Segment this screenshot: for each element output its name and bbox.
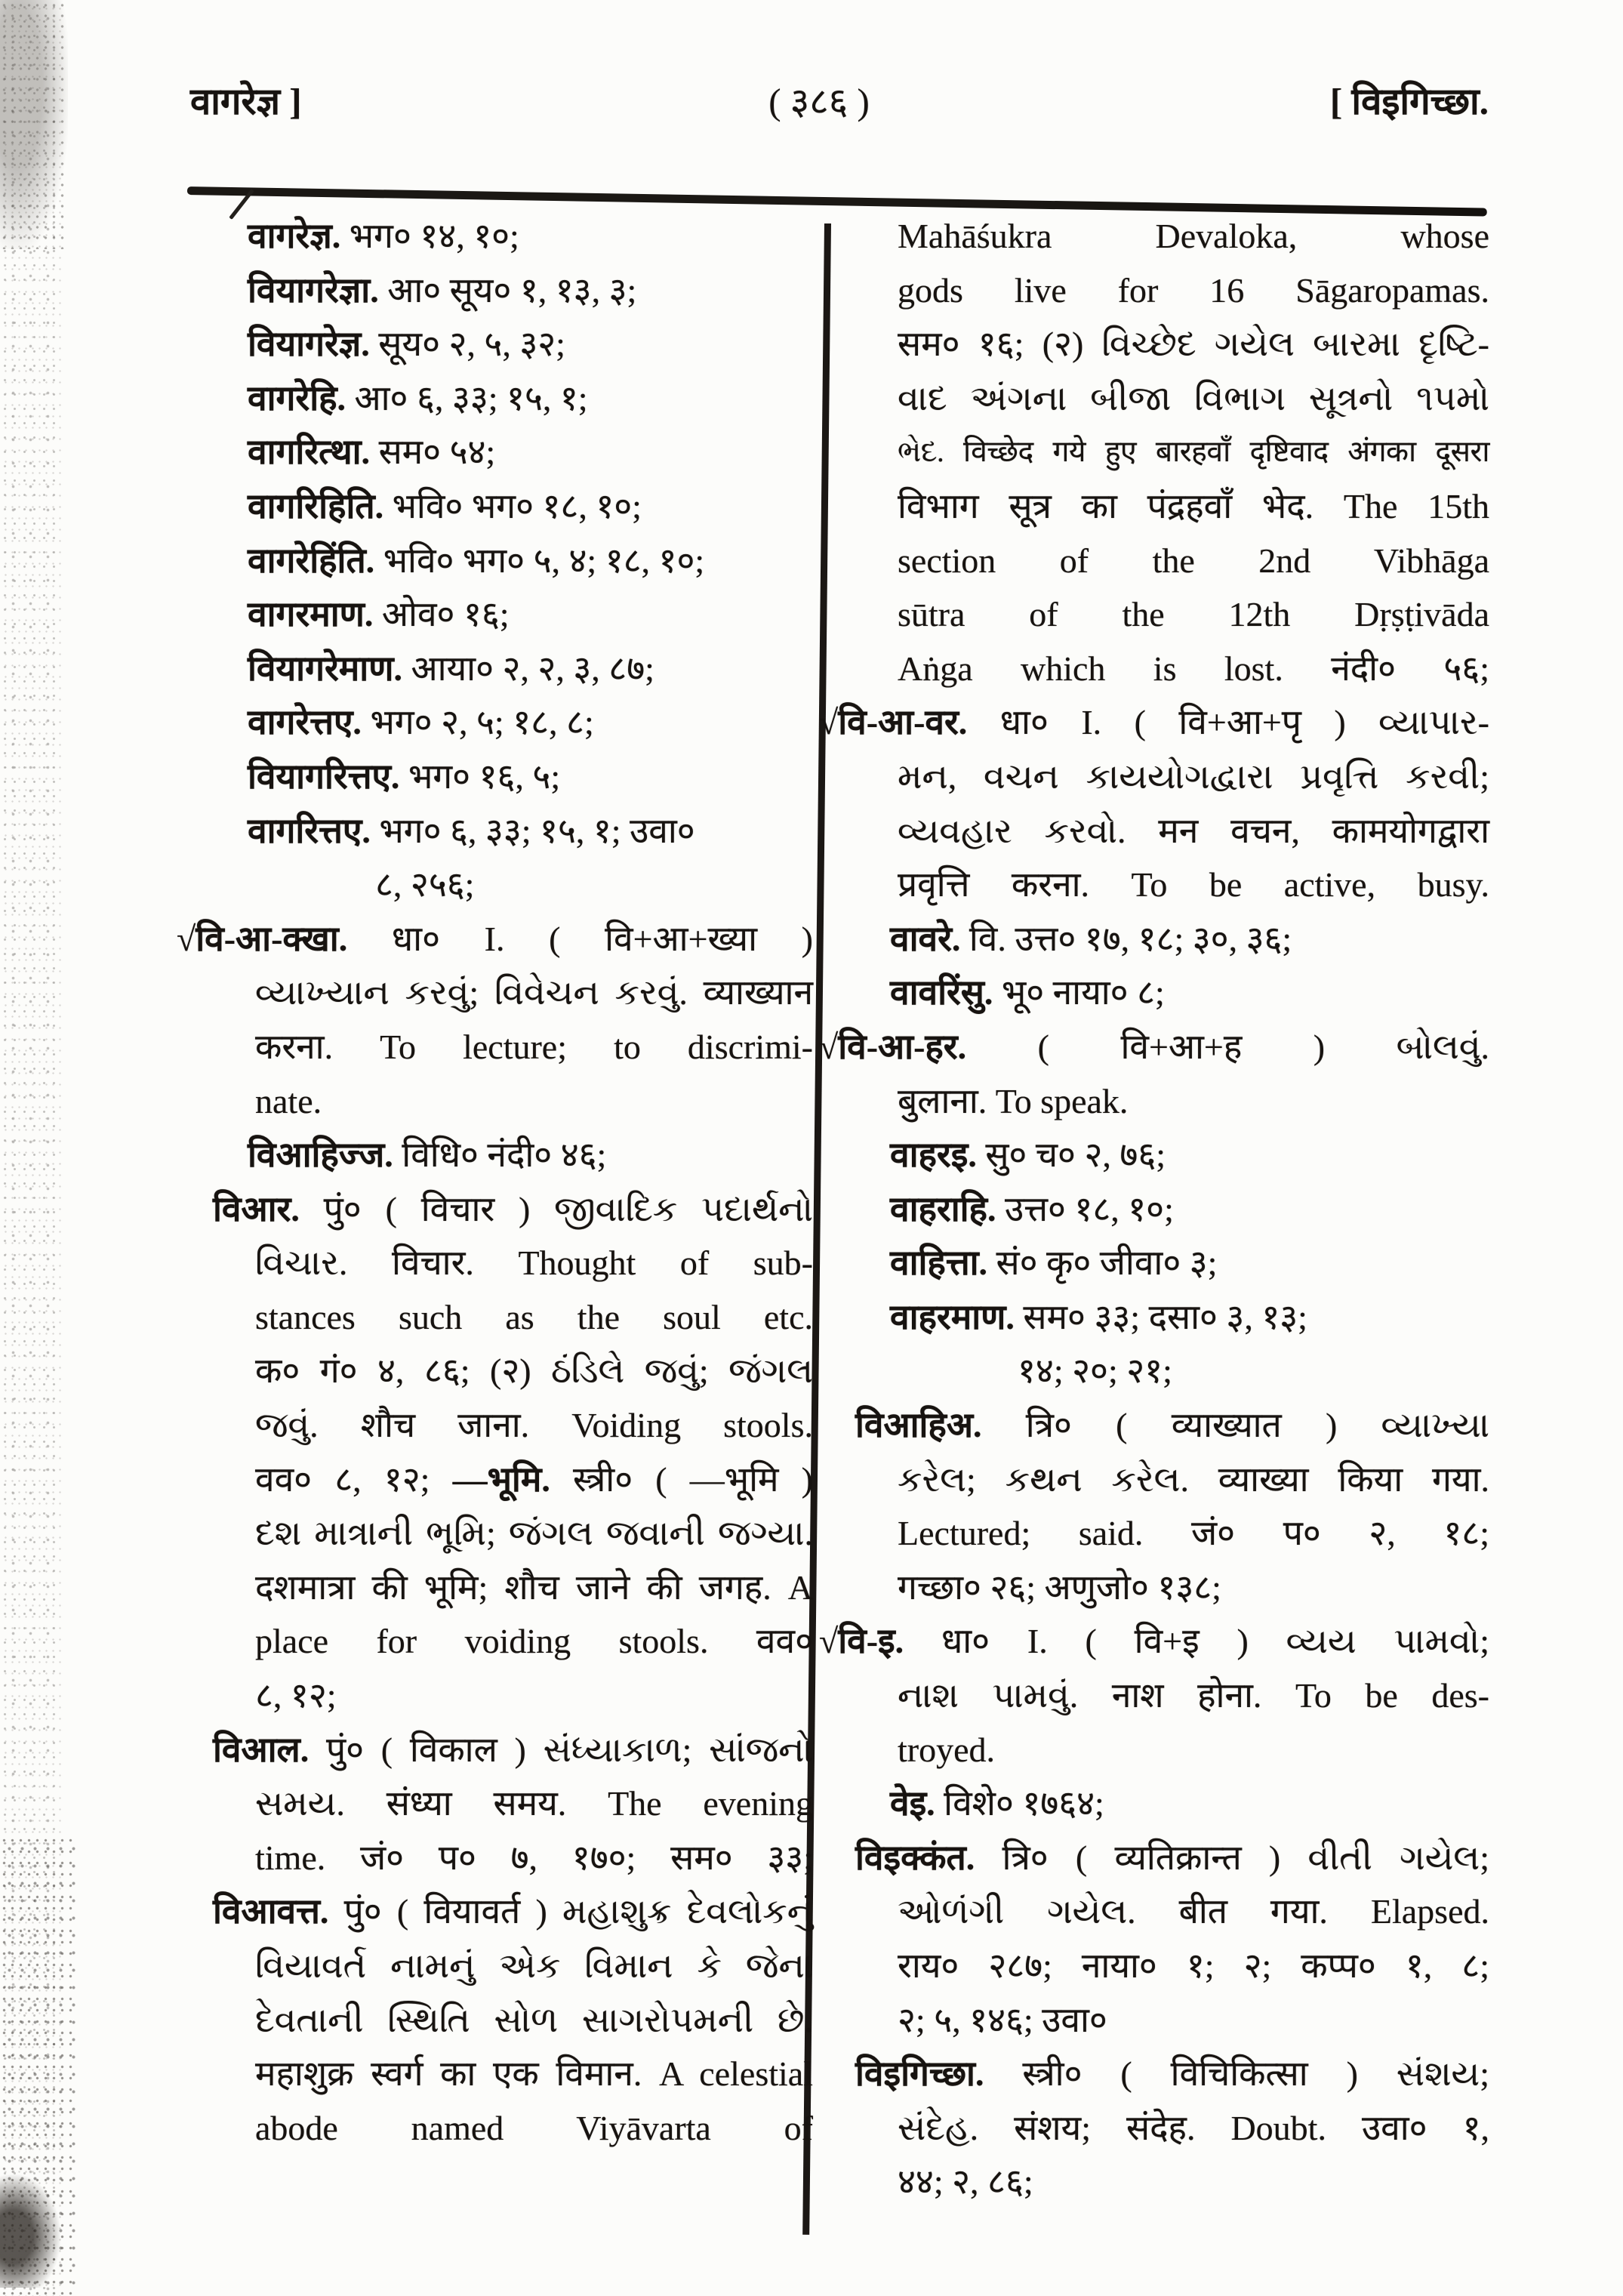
- entry-text: धा० I. ( वि+आ+पृ ) વ્યાપાર-: [967, 703, 1489, 742]
- headword-text: √वि-आ-वर.: [819, 703, 968, 742]
- text-line: [855, 371, 1489, 426]
- entry-text: आया० २, २, ३, ८७;: [402, 649, 654, 688]
- entry-text: स्त्री० ( विचिकित्सा ) સંશય;: [984, 2054, 1489, 2094]
- entry-text: નાશ પામવું. नाश होना. To be des-: [898, 1676, 1489, 1715]
- text-line: [213, 264, 813, 318]
- entry-text: गच्छा० २६; अणुजो० १३८;: [898, 1567, 1221, 1607]
- text-line: [819, 1614, 1489, 1669]
- entry-text: सम० ५४;: [370, 433, 496, 472]
- entry-text: ઓળંગી ગયેલ. बीत गया. Elapsed.: [898, 1892, 1489, 1931]
- headword-text: विइक्कंत.: [855, 1838, 975, 1877]
- text-line: [213, 1074, 813, 1129]
- headword-text: वाहरइ.: [890, 1136, 977, 1175]
- text-line: [855, 1398, 1489, 1453]
- text-line: [213, 1561, 813, 1615]
- entry-text: पुं० ( वियावर्त ) મહાશુક્ર દેવલોકનું: [328, 1892, 813, 1931]
- text-line: [855, 1831, 1489, 1885]
- headword-text: वागरेज्ञ.: [248, 217, 341, 255]
- headword-text: विआवत्त.: [213, 1892, 329, 1931]
- entry-text: बुलाना. To speak.: [898, 1081, 1129, 1120]
- text-line: [213, 642, 813, 696]
- headword-text: वेइ.: [890, 1784, 935, 1823]
- entry-text: વ્યાખ્યાન કરવું; વિવેચન કરવું. व्याख्यान: [255, 973, 813, 1012]
- scan-corner-noise-bottom: [0, 1835, 75, 2296]
- text-line: [213, 966, 813, 1020]
- text-line: [213, 1182, 813, 1237]
- text-line: [855, 2101, 1489, 2156]
- text-line: [213, 1885, 813, 1939]
- text-line: [855, 1344, 1489, 1398]
- headword-text: √वि-आ-क्खा.: [177, 919, 348, 958]
- text-line: [855, 1939, 1489, 1993]
- text-line: [855, 479, 1489, 534]
- text-line: [855, 317, 1489, 371]
- entry-text: भग० १६, ५;: [399, 757, 561, 796]
- text-line: [213, 1831, 813, 1885]
- entry-text: महाशुक्र स्वर्ग का एक विमान. A celestial: [255, 2054, 813, 2094]
- text-line: [855, 2155, 1489, 2209]
- text-line: [213, 209, 813, 264]
- entry-text: જવું. शौच जाना. Voiding stools.: [255, 1406, 813, 1445]
- headword-text: √वि-आ-हर.: [819, 1027, 967, 1066]
- text-line: [213, 1614, 813, 1669]
- text-line: [855, 1723, 1489, 1777]
- text-line: [213, 1453, 813, 1507]
- text-line: [855, 1885, 1489, 1939]
- entry-text: ભેદ. विच्छेद गये हुए बारहवाँ दृष्टिवाद अंगका दूसरा: [898, 436, 1489, 469]
- text-line: [213, 750, 813, 804]
- entry-text: stances such as the soul etc.: [255, 1297, 813, 1336]
- catchword-left: वागरेज्ञ ]: [190, 81, 302, 122]
- headword-text: वागरित्तए.: [248, 811, 371, 850]
- entry-text: स्त्री० ( —भूमि ): [550, 1459, 813, 1499]
- entry-text: કરેલ; કથન કરેલ. व्याख्या किया गया.: [898, 1459, 1489, 1499]
- entry-text: सु० च० २, ७६;: [976, 1136, 1166, 1175]
- text-line: [213, 1777, 813, 1831]
- text-line: [213, 1993, 813, 2048]
- text-line: [213, 371, 813, 426]
- entry-text: भग० ६, ३३; १५, १; उवा०: [370, 811, 695, 850]
- entry-text: ४४; २, ८६;: [898, 2162, 1033, 2202]
- entry-text: पुं० ( विकाल ) સંધ્યાકાળ; સાંજનો: [309, 1730, 813, 1769]
- entry-text: विशे० १७६४;: [935, 1784, 1104, 1823]
- text-line: [855, 750, 1489, 804]
- text-line: [213, 2101, 813, 2156]
- text-line: [213, 858, 813, 912]
- entry-text: भवि० भग० ५, ४; १८, १०;: [374, 541, 705, 580]
- entry-text: Lectured; said. जं० प० २, १८;: [898, 1514, 1489, 1553]
- headword-text: वियागरेज्ञा.: [248, 270, 379, 310]
- entry-text: सं० कृ० जीवा० ३;: [987, 1244, 1218, 1283]
- headword-text: वागरेहिंति.: [248, 541, 375, 580]
- headword-text: विआहिअ.: [855, 1406, 982, 1445]
- text-line: [855, 534, 1489, 588]
- text-line: [213, 1128, 813, 1182]
- text-line: [213, 1020, 813, 1074]
- text-line: [855, 1993, 1489, 2048]
- headword-text: वाहराहि.: [890, 1189, 996, 1228]
- text-line: [855, 425, 1489, 479]
- headword-text: वागरेत्तए.: [248, 703, 362, 742]
- entry-text: Aṅga which is lost. नंदी० ५६;: [898, 649, 1489, 688]
- text-line: [855, 1074, 1489, 1129]
- text-line: [213, 317, 813, 371]
- entry-text: વિયાવર્ત નામનું એક વિમાન કે જેના: [255, 1946, 813, 1985]
- entry-text: place for voiding stools. वव०: [255, 1622, 813, 1661]
- entry-text: वव० ८, १२;: [255, 1459, 453, 1499]
- column-left: [177, 209, 813, 2155]
- headword-text: √वि-इ.: [819, 1622, 904, 1661]
- text-line: [213, 2047, 813, 2101]
- entry-text: पुं० ( विचार ) જીવાદિક પદાર્થનો: [299, 1189, 813, 1228]
- text-line: [213, 1506, 813, 1561]
- entry-text: troyed.: [898, 1730, 996, 1769]
- headword-text: विआल.: [213, 1730, 310, 1769]
- text-line: [855, 1182, 1489, 1237]
- text-line: [855, 804, 1489, 858]
- text-line: [213, 534, 813, 588]
- headword-text: वागरिहिति.: [248, 486, 384, 525]
- headword-text: वियागरेज्ञ.: [248, 325, 370, 364]
- entry-text: भवि० भग० १८, १०;: [383, 486, 642, 525]
- headword-text: —भूमि.: [452, 1459, 550, 1499]
- text-line: [855, 912, 1489, 966]
- entry-text: त्रि० ( व्याख्यात ) વ્યાખ્યા: [981, 1406, 1489, 1445]
- headword-text: विइगिच्छा.: [855, 2054, 984, 2094]
- text-line: [819, 695, 1489, 750]
- headword-text: वावरिंसु.: [890, 973, 993, 1012]
- entry-text: भू० नाया० ८;: [993, 973, 1165, 1012]
- text-line: [819, 1020, 1489, 1074]
- entry-text: sūtra of the 12th Dṛṣṭivāda: [898, 595, 1489, 634]
- text-line: [213, 425, 813, 479]
- entry-text: धा० I. ( वि+इ ) વ્યય પામવો;: [904, 1622, 1489, 1661]
- entry-text: वि. उत्त० १७, १८; ३०, ३६;: [960, 919, 1292, 958]
- entry-text: Mahāśukra Devaloka, whose: [898, 217, 1489, 255]
- page-number: ( ३८६ ): [768, 81, 870, 122]
- entry-text: મન, વચન કાયયોગદ્વારા પ્રવૃત્તિ કરવી;: [898, 757, 1489, 796]
- entry-text: gods live for 16 Sāgaropamas.: [898, 270, 1489, 310]
- text-line: [855, 1290, 1489, 1345]
- headword-text: वागरेहि.: [248, 378, 346, 418]
- text-line: [855, 642, 1489, 696]
- entry-text: दशमात्रा की भूमि; शौच जाने की जगह. A: [255, 1567, 813, 1607]
- headword-text: वाहरमाण.: [890, 1297, 1015, 1336]
- entry-text: સંદેહ. संशय; संदेह. Doubt. उवा० १,: [898, 2108, 1489, 2147]
- text-line: [855, 2047, 1489, 2101]
- text-line: [855, 1506, 1489, 1561]
- catchword-right: [ विइगिच्छा.: [1329, 81, 1489, 122]
- entry-text: વ્યવહાર કરવો. मन वचन, कामयोगद्वारा: [898, 811, 1489, 850]
- entry-text: करना. To lecture; to discrimi-: [255, 1027, 813, 1066]
- entry-text: धा० I. ( वि+आ+ख्या ): [347, 919, 813, 958]
- entry-text: सूय० २, ५, ३२;: [369, 325, 565, 364]
- text-line: [213, 695, 813, 750]
- text-line: [855, 1669, 1489, 1723]
- page-header: [0, 76, 1623, 136]
- column-right: [819, 209, 1489, 2209]
- entry-text: सम० १६; (२) વિચ્છેદ ગયેલ બારમા દૃષ્ટિ-: [898, 325, 1489, 364]
- headword-text: वियागरित्तए.: [248, 757, 400, 796]
- text-line: [855, 587, 1489, 642]
- entry-text: आ० ६, ३३; १५, १;: [346, 378, 588, 418]
- entry-text: ८, १२;: [255, 1676, 337, 1715]
- entry-text: विभाग सूत्र का पंद्रहवाँ भेद. The 15th: [898, 486, 1489, 525]
- text-line: [213, 479, 813, 534]
- headword-text: वियागरेमाण.: [248, 649, 402, 688]
- text-line: [855, 1128, 1489, 1182]
- entry-text: દશ માત્રાની ભૂમિ; જંગલ જવાની જગ્યા.: [255, 1514, 813, 1553]
- text-line: [213, 804, 813, 858]
- entry-text: ८, २५६;: [375, 865, 475, 905]
- scan-edge-noise: [0, 0, 62, 2296]
- entry-text: क० गं० ४, ८६; (२) ઠંડિલે જવું; જંગલ: [255, 1351, 813, 1391]
- entry-text: time. जं० प० ७, १७०; सम० ३३;: [255, 1838, 813, 1877]
- text-line: [213, 1236, 813, 1290]
- entry-text: २; ५, १४६; उवा०: [898, 2000, 1107, 2039]
- entry-text: विधि० नंदी० ४६;: [393, 1136, 607, 1175]
- text-line: [213, 587, 813, 642]
- entry-text: ओव० १६;: [373, 595, 510, 634]
- headword-text: वागरमाण.: [248, 595, 374, 634]
- text-line: [855, 966, 1489, 1020]
- text-line: [213, 1939, 813, 1993]
- text-line: [855, 858, 1489, 912]
- entry-text: उत्त० १८, १०;: [996, 1189, 1174, 1228]
- text-line: [855, 1561, 1489, 1615]
- text-line: [213, 1669, 813, 1723]
- entry-text: સમય. संध्या समय. The evening: [255, 1784, 813, 1823]
- text-line: [855, 209, 1489, 264]
- headword-text: वावरे.: [890, 919, 961, 958]
- entry-text: राय० २८७; नाया० १; २; कप्प० १, ८;: [898, 1946, 1489, 1985]
- headword-text: वाहित्ता.: [890, 1244, 988, 1283]
- entry-text: વાદ અંગના બીજા વિભાગ સૂત્રનો ૧૫મો: [898, 378, 1489, 418]
- entry-text: વિચાર. विचार. Thought of sub-: [255, 1244, 813, 1283]
- headword-text: विआहिज्ज.: [248, 1136, 393, 1175]
- ink-smudge: [0, 2174, 60, 2288]
- entry-text: १४; २०; २१;: [1018, 1351, 1172, 1391]
- entry-text: abode named Viyāvarta of: [255, 2108, 813, 2147]
- entry-text: भग० २, ५; १८, ८;: [361, 703, 594, 742]
- text-line: [855, 1453, 1489, 1507]
- headword-text: विआर.: [213, 1189, 300, 1228]
- text-line: [213, 1290, 813, 1345]
- entry-text: nate.: [255, 1081, 322, 1120]
- text-line: [213, 1398, 813, 1453]
- text-line: [855, 1777, 1489, 1831]
- text-line: [855, 264, 1489, 318]
- entry-text: त्रि० ( व्यतिक्रान्त ) વીતી ગયેલ;: [975, 1838, 1489, 1877]
- entry-text: भग० १४, १०;: [340, 217, 519, 255]
- entry-text: आ० सूय० १, १३, ३;: [378, 270, 637, 310]
- entry-text: section of the 2nd Vibhāga: [898, 541, 1489, 580]
- entry-text: ( वि+आ+ह ) બોલવું.: [966, 1027, 1489, 1066]
- headword-text: वागरित्था.: [248, 433, 371, 472]
- entry-text: प्रवृत्ति करना. To be active, busy.: [898, 865, 1489, 905]
- text-line: [177, 912, 813, 966]
- text-line: [855, 1236, 1489, 1290]
- text-line: [213, 1723, 813, 1777]
- entry-text: દેવતાની સ્થિતિ સોળ સાગરોપમની છે.: [255, 2000, 813, 2039]
- entry-text: सम० ३३; दसा० ३, १३;: [1014, 1297, 1307, 1336]
- text-line: [213, 1344, 813, 1398]
